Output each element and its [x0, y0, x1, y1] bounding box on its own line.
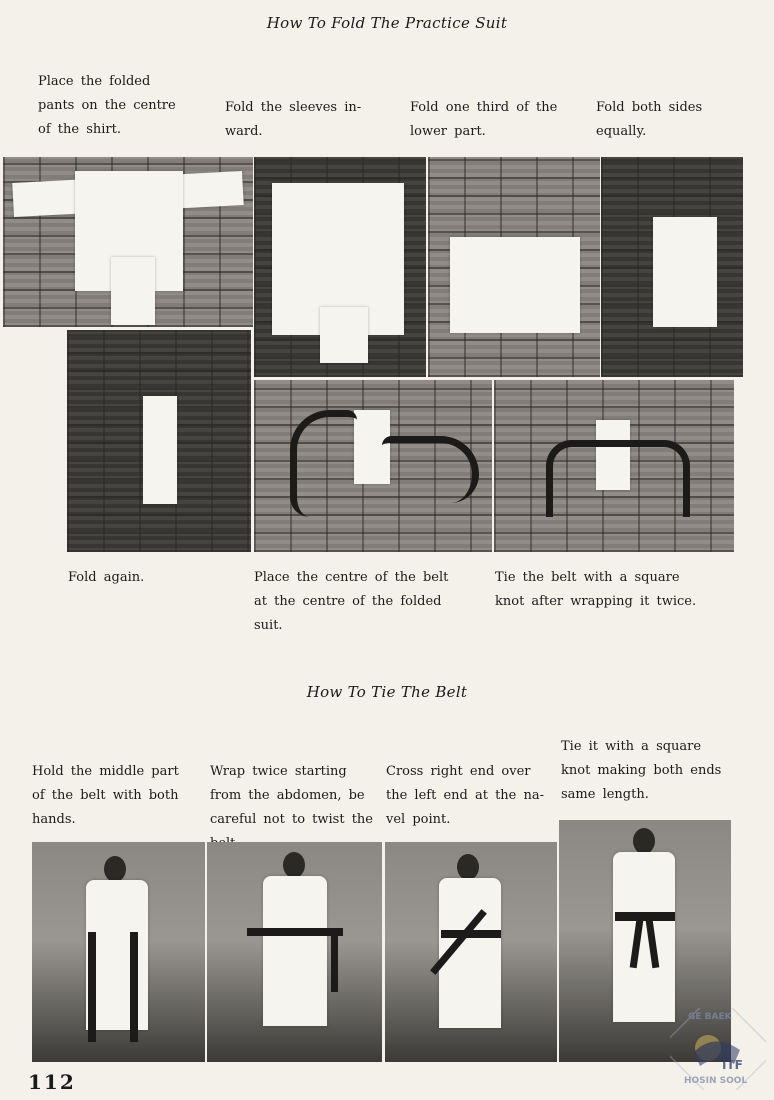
photo-sleeves-folded [254, 157, 426, 377]
page-title-tie-belt: How To Tie The Belt [306, 683, 468, 701]
photo-folded-pants-on-shirt [3, 157, 253, 327]
caption-fold-step-1: Place the folded pants on the centre of the shirt. [38, 74, 176, 137]
caption-belt-step-3: Cross right end over the left end at the na-vel point. [386, 764, 545, 827]
watermark-text-top: GE BAEK [688, 1012, 732, 1022]
page-number: 112 [28, 1070, 76, 1094]
page-title-fold-suit: How To Fold The Practice Suit [266, 14, 508, 32]
watermark-text-bottom: HOSIN SOOL [684, 1076, 748, 1086]
photo-sides-folded [601, 157, 743, 377]
caption-fold-step-5: Fold again. [68, 570, 145, 585]
photo-cross-belt-ends [385, 842, 557, 1062]
photo-lower-third-folded [428, 157, 600, 377]
caption-fold-step-6: Place the centre of the belt at the centre of the folded suit. [254, 570, 449, 633]
photo-folded-again [67, 330, 251, 552]
photo-belt-centred-on-suit [254, 380, 492, 552]
caption-fold-step-4: Fold both sides equally. [596, 100, 703, 139]
photo-wrap-belt-twice [207, 842, 382, 1062]
ge-baek-watermark-logo [670, 1008, 766, 1090]
watermark-text-mid: ITF [722, 1058, 743, 1072]
photo-hold-belt-middle [32, 842, 205, 1062]
caption-belt-step-1: Hold the middle part of the belt with both hands. [32, 764, 179, 827]
caption-fold-step-2: Fold the sleeves in-ward. [225, 100, 362, 139]
photo-belt-tied [494, 380, 734, 552]
caption-fold-step-3: Fold one third of the lower part. [410, 100, 558, 139]
caption-belt-step-4: Tie it with a square knot making both ends same length. [561, 739, 722, 802]
caption-fold-step-7: Tie the belt with a square knot after wrapping it twice. [495, 570, 697, 609]
caption-belt-step-2: Wrap twice starting from the abdomen, be careful not to twist the [210, 764, 373, 827]
